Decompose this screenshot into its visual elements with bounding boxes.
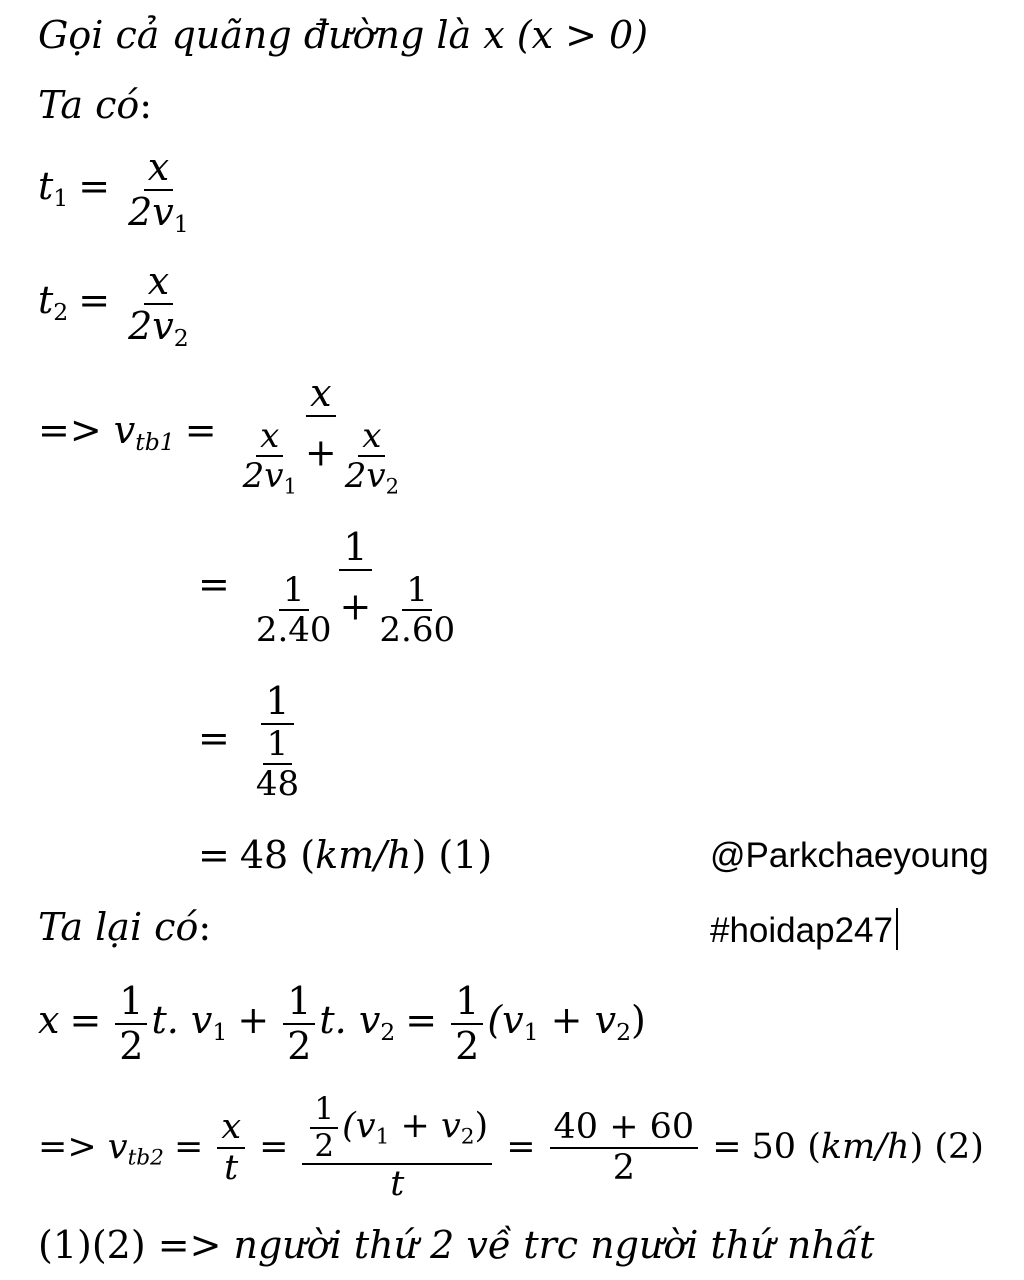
t1-symbol: t [38, 164, 54, 209]
conclusion-line [38, 1223, 875, 1267]
vtb1-subscript: tb1 [135, 427, 175, 456]
intro-line: Gọi cả quãng đường là x (x > 0) [38, 13, 649, 57]
implies-arrow-2: => [38, 1126, 97, 1167]
vtb2-result: 50 [751, 1126, 797, 1167]
step3-fraction [244, 680, 311, 803]
hashtag-watermark [710, 908, 898, 950]
equation-t2: $t_2$ = $\frac{x}{2v_2}$ [38, 260, 197, 347]
t2-numerator: x [144, 260, 173, 305]
equation-t1: $t_1$ = $\frac{x}{2v_1}$ [38, 146, 197, 233]
vtb1-den-frac-b: $\frac{x}{2v_2}$ [344, 415, 399, 498]
vtb2-subscript: tb2 [127, 1145, 164, 1171]
step3-inner-fraction: $\frac{1}{48}$ [255, 723, 300, 804]
step2-frac-a: $\frac{1}{2.40}$ [255, 569, 332, 650]
hashtag-text: #hoidap247 [710, 911, 893, 950]
ta-lai-co-colon: : [198, 905, 212, 949]
ta-lai-co-text: Ta lại có [38, 905, 199, 949]
step3-denominator [244, 725, 311, 803]
half-fraction-1: $\frac{1}{2}$ [115, 980, 147, 1067]
half-fraction-3: $\frac{1}{2}$ [451, 980, 483, 1067]
vtb2-fraction-2: $\frac{1}{2}$ $(v_1 + v_2)$ t [302, 1092, 492, 1205]
author-watermark: @Parkchaeyoung [710, 836, 989, 875]
text-cursor [896, 908, 898, 950]
vtb2-unit: km/h [820, 1126, 910, 1167]
step3-numerator: 1 [261, 680, 293, 725]
equation-tag-1: (1) [438, 833, 493, 877]
x-sum-term: $(v_1 + v_2)$ [487, 998, 646, 1047]
t2-denominator: $2v_2$ [128, 303, 189, 352]
t1-fraction [124, 145, 193, 238]
ta-co-text: Ta có [38, 83, 140, 127]
ta-lai-co-line [38, 905, 212, 949]
x-symbol: x [38, 998, 60, 1043]
implies-arrow: => [38, 407, 102, 452]
vtb2-symbol: v [107, 1126, 128, 1167]
equation-step4: = 48 (km/h) (1) [198, 833, 493, 877]
step2-frac-b: $\frac{1}{2.60}$ [379, 569, 456, 650]
step2-numerator: 1 [339, 526, 371, 571]
t1-subscript: 1 [53, 184, 69, 213]
equation-step2: = 1 $\frac{1}{2.40}$ + $\frac{1}{2.60}$ [188, 526, 471, 649]
t2-subscript: 2 [53, 298, 69, 327]
equation-tag-2: (2) [934, 1126, 984, 1167]
equation-vtb2: => $v_{tb2}$ = $\frac{x}{t}$ = $\frac{1}{2}$ $(v_1 + v_2)$ t = $\frac{40 + 60}{2}$ = 50 (km/h) (2) [38, 1091, 984, 1205]
t1-numerator: x [144, 146, 173, 191]
vtb1-fraction [231, 371, 411, 498]
vtb1-symbol: v [113, 407, 136, 452]
step2-denominator: $\frac{1}{2.40}$ + $\frac{1}{2.60}$ [244, 571, 467, 649]
equation-step3: = $\frac{1}{\frac{1}{48}}$ [188, 680, 315, 803]
x-term-1: t. v [151, 998, 213, 1043]
t2-fraction [124, 259, 193, 352]
vtb1-result: 48 [239, 833, 289, 877]
vtb2-fraction-3: $\frac{40 + 60}{2}$ [550, 1108, 699, 1188]
ta-co-line [38, 83, 153, 127]
t2-symbol: t [38, 278, 54, 323]
t1-denominator: $2v_1$ [128, 189, 189, 238]
equation-vtb1: => $v_{tb1}$ = x $\frac{x}{2v_1}$ + $\frac{x}{2v_2}$ [38, 372, 415, 495]
vtb1-unit: km/h [315, 833, 412, 877]
equation-x: x = $\frac{1}{2}$ t. $v_1$ + $\frac{1}{2}$ t. $v_2$ = $\frac{1}{2}$ $(v_1 + v_2)$ [38, 979, 646, 1068]
vtb2-fraction-1: $\frac{x}{t}$ [217, 1108, 245, 1188]
vtb1-denominator: $\frac{x}{2v_1}$ + $\frac{x}{2v_2}$ [231, 417, 411, 495]
step2-fraction [244, 526, 467, 649]
conclusion-text: người thứ 2 về trc người thứ nhất [233, 1223, 875, 1267]
ta-co-colon: : [139, 83, 153, 127]
x-term-2: t. v [319, 998, 381, 1043]
vtb1-numerator: x [306, 372, 335, 417]
conclusion-prefix: (1)(2) => [38, 1223, 234, 1267]
vtb2-half-fraction: $\frac{1}{2}$ [310, 1092, 338, 1163]
vtb1-den-frac-a: $\frac{x}{2v_1}$ [242, 415, 297, 498]
half-fraction-2: $\frac{1}{2}$ [283, 980, 315, 1067]
